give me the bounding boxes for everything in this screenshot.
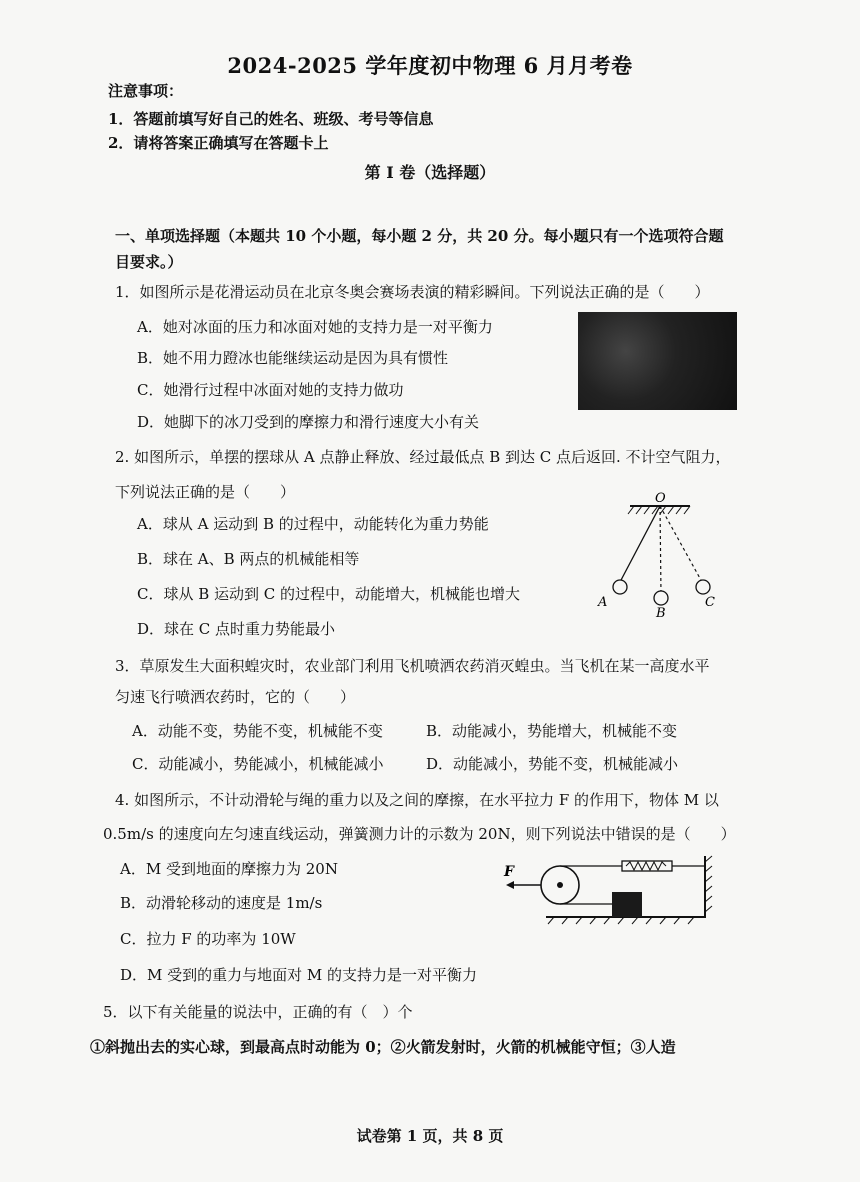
q4-option-c: C．拉力 F 的功率为 10W (120, 930, 296, 948)
pulley-figure (498, 850, 718, 930)
label-b: B (656, 606, 666, 618)
q1-stem: 1．如图所示是花滑运动员在北京冬奥会赛场表演的精彩瞬间。下列说法正确的是（ ） (115, 283, 710, 301)
q3-option-b: B．动能减小，势能增大，机械能不变 (426, 722, 678, 740)
q3-stem-line-2: 匀速飞行喷洒农药时，它的（ ） (115, 688, 356, 706)
q2-stem-line-2: 下列说法正确的是（ ） (115, 483, 296, 501)
pendulum-figure (590, 488, 730, 618)
q5-statement-line: ①斜抛出去的实心球，到最高点时动能为 0；②火箭发射时，火箭的机械能守恒；③人造 (90, 1038, 676, 1056)
label-f: F (504, 864, 514, 880)
q1-option-a: A．她对冰面的压力和冰面对她的支持力是一对平衡力 (137, 318, 493, 336)
label-a: A (598, 595, 608, 610)
q2-option-a: A．球从 A 运动到 B 的过程中，动能转化为重力势能 (137, 515, 489, 533)
q2-stem-line-1: 2. 如图所示，单摆的摆球从 A 点静止释放、经过最低点 B 到达 C 点后返回. 不计空气阻力， (115, 448, 731, 466)
label-c: C (705, 595, 715, 610)
q4-stem-line-1: 4. 如图所示，不计动滑轮与绳的重力以及之间的摩擦，在水平拉力 F 的作用下，物体 M 以 (115, 791, 719, 809)
notice-item-2: 2．请将答案正确填写在答题卡上 (108, 134, 329, 152)
q1-option-d: D．她脚下的冰刀受到的摩擦力和滑行速度大小有关 (137, 413, 480, 431)
page-title: 2024-2025 学年度初中物理 6 月月考卷 (227, 53, 633, 78)
q4-option-b: B．动滑轮移动的速度是 1m/s (120, 894, 323, 912)
page-footer: 试卷第 1 页，共 8 页 (356, 1127, 504, 1145)
q3-option-a: A．动能不变，势能不变，机械能不变 (132, 722, 383, 740)
skater-photo (578, 312, 737, 410)
q4-option-a: A．M 受到地面的摩擦力为 20N (120, 860, 338, 878)
q1-option-b: B．她不用力蹬冰也能继续运动是因为具有惯性 (137, 349, 449, 367)
section-title: 第 I 卷（选择题） (364, 163, 496, 182)
q2-option-c: C．球从 B 运动到 C 的过程中，动能增大，机械能也增大 (137, 585, 521, 603)
q3-option-d: D．动能减小，势能不变，机械能减小 (426, 755, 679, 773)
q2-option-b: B．球在 A、B 两点的机械能相等 (137, 550, 360, 568)
q3-option-c: C．动能减小，势能减小，机械能减小 (132, 755, 384, 773)
notice-title: 注意事项： (108, 82, 184, 100)
notice-item-1: 1．答题前填写好自己的姓名、班级、考号等信息 (108, 110, 434, 128)
q4-option-d: D．M 受到的重力与地面对 M 的支持力是一对平衡力 (120, 966, 478, 984)
q1-option-c: C．她滑行过程中冰面对她的支持力做功 (137, 381, 404, 399)
label-o: O (655, 491, 666, 506)
q2-option-d: D．球在 C 点时重力势能最小 (137, 620, 336, 638)
part-heading-line-2: 目要求。） (115, 253, 183, 271)
q4-stem-line-2: 0.5m/s 的速度向左匀速直线运动，弹簧测力计的示数为 20N，则下列说法中错误的是（ ） (103, 825, 736, 843)
part-heading-line-1: 一、单项选择题（本题共 10 个小题，每小题 2 分，共 20 分。每小题只有一个选项符合题 (115, 227, 724, 245)
q3-stem-line-1: 3．草原发生大面积蝗灾时，农业部门利用飞机喷洒农药消灭蝗虫。当飞机在某一高度水平 (115, 657, 710, 675)
q5-stem: 5．以下有关能量的说法中，正确的有（ ）个 (103, 1003, 413, 1021)
